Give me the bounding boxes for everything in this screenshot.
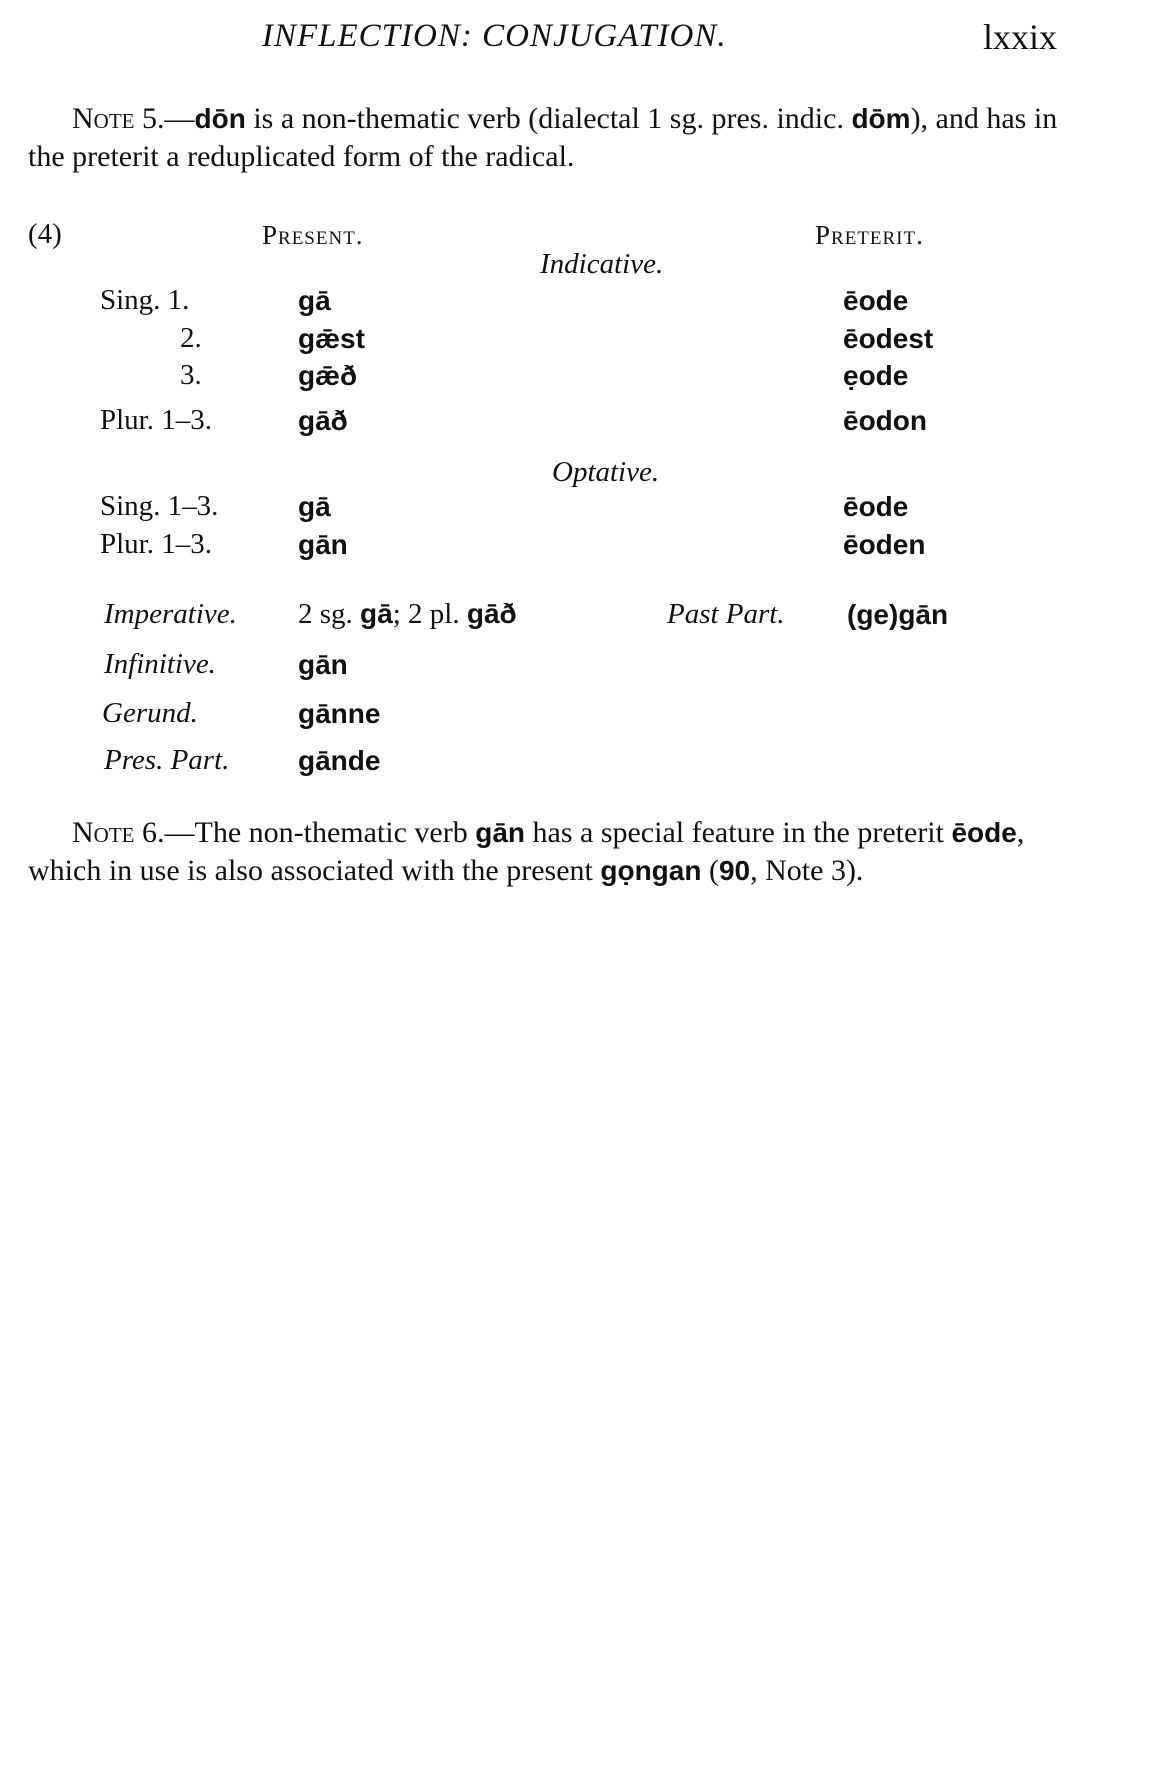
present-form: gān [298, 529, 348, 560]
note-number: 5. [142, 102, 165, 135]
present-heading: Present. [262, 220, 364, 250]
row-label: Plur. 1–3. [100, 528, 212, 560]
preterit-form: ēode [843, 285, 909, 316]
note-6 [28, 814, 1080, 890]
note-text: , Note 3). [750, 854, 864, 887]
preterit-form: ēoden [843, 529, 926, 560]
past-part-form: (ge)gān [847, 599, 949, 630]
note-form: ēode [951, 817, 1017, 848]
note-text: ), and has in the preterit a reduplicated form of the radical. [28, 102, 1058, 173]
preterit-form: ẹode [843, 360, 909, 391]
note-verb: gān [475, 817, 526, 848]
note-form: gọngan [600, 855, 702, 886]
present-form: gāð [298, 405, 348, 436]
row-label: Sing. 1. [100, 284, 190, 316]
optative-label: Optative. [552, 456, 660, 488]
imperative-sg-text: 2 sg. [298, 598, 361, 630]
section-ref: 90 [718, 855, 751, 886]
note-text: has a special feature in the preterit [525, 816, 952, 849]
note-text: , which in use is also associated with the present [28, 816, 1025, 887]
preterit-heading: Preterit. [815, 220, 924, 250]
preterit-form: ēodest [843, 323, 934, 354]
note-text: is a non-thematic verb (dialectal 1 sg. pres. indic. [245, 102, 852, 135]
pres-part-form: gānde [298, 745, 381, 776]
row-label: Sing. 1–3. [100, 490, 219, 522]
note-dash: — [164, 816, 195, 849]
present-form: gā [298, 285, 331, 316]
note-form: dōm [851, 103, 911, 134]
present-form: gǣð [298, 360, 358, 391]
note-verb: dōn [194, 103, 246, 134]
note-label: Note [72, 102, 135, 135]
imperative-forms [298, 598, 517, 631]
note-dash: — [164, 102, 195, 135]
note-text: ( [701, 854, 719, 887]
present-form: gǣst [298, 323, 365, 354]
infinitive-form: gān [298, 649, 348, 680]
row-label: 2. [180, 322, 202, 354]
note-text: The non-thematic verb [194, 816, 476, 849]
running-title: INFLECTION: CONJUGATION. [262, 18, 727, 54]
preterit-form: ēode [843, 491, 909, 522]
past-part-label: Past Part. [667, 598, 785, 630]
row-label: 3. [180, 359, 202, 391]
page-number: lxxix [983, 17, 1058, 57]
imperative-pl-form: gāð [466, 598, 517, 629]
imperative-sg-form: gā [360, 598, 393, 629]
note-5 [28, 100, 1080, 176]
preterit-form: ēodon [843, 405, 927, 436]
row-label: Plur. 1–3. [100, 404, 212, 436]
imperative-sep: ; 2 pl. [392, 598, 467, 630]
indicative-label: Indicative. [540, 248, 664, 280]
paradigm-number: (4) [28, 218, 62, 250]
pres-part-label: Pres. Part. [104, 744, 230, 776]
imperative-label: Imperative. [104, 598, 237, 630]
note-label: Note [72, 816, 135, 849]
gerund-form: gānne [298, 698, 381, 729]
note-number: 6. [142, 816, 165, 849]
present-form: gā [298, 491, 331, 522]
infinitive-label: Infinitive. [104, 648, 216, 680]
gerund-label: Gerund. [102, 697, 198, 729]
